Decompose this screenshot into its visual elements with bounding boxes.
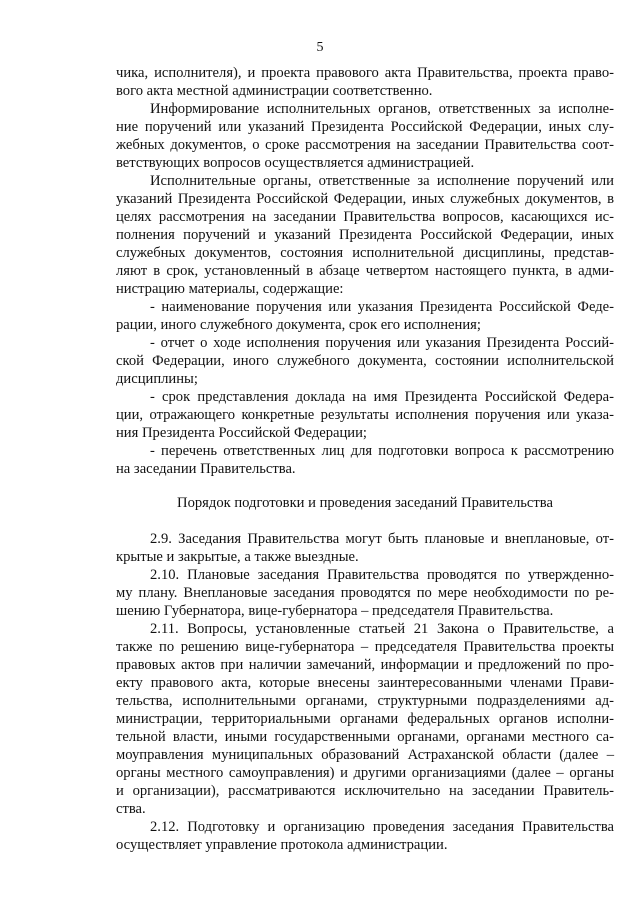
text-line: ния Президента Российской Федерации; [116, 425, 367, 441]
text-line: на заседании Правительства. [116, 461, 296, 477]
text-line: 2.11. Вопросы, установленные статьей 21 Закона о Правительстве, а [150, 621, 614, 637]
paragraph [116, 334, 614, 388]
text-line: му плану. Внеплановые заседания проводятся по мере необходимости по ре- [116, 585, 614, 601]
text-line: также по решению вице-губернатора – председателя Правительства проекты [116, 639, 614, 655]
text-line: ние поручений или указаний Президента Российской Федерации, иных слу- [116, 119, 614, 135]
text-line: 2.9. Заседания Правительства могут быть плановые и внеплановые, от- [150, 531, 614, 547]
text-line: дисциплины; [116, 371, 198, 387]
paragraph [116, 64, 614, 100]
text-line: Информирование исполнительных органов, ответственных за исполне- [150, 101, 614, 117]
text-line: правовых актов при наличии замечаний, информации и предложений по про- [116, 657, 614, 673]
text-line: шению Губернатора, вице-губернатора – председателя Правительства. [116, 603, 554, 619]
paragraph [116, 566, 614, 620]
text-line: нистрацию материалы, содержащие: [116, 281, 344, 297]
text-line: екту правового акта, которые внесены заинтересованными членами Прави- [116, 675, 614, 691]
paragraph [116, 620, 614, 818]
paragraph [116, 818, 614, 854]
text-line: тельства, исполнительными органами, структурными подразделениями ад- [116, 693, 614, 709]
text-line: 2.10. Плановые заседания Правительства проводятся по утвержденно- [150, 567, 614, 583]
text-line: ской Федерации, иного служебного документа, состоянии исполнительской [116, 353, 614, 369]
text-line: - наименование поручения или указания Президента Российской Феде- [150, 299, 614, 315]
paragraph [116, 530, 614, 566]
text-line: полнения поручений и указаний Президента Российской Федерации, иных [116, 227, 614, 243]
text-line: - срок представления доклада на имя Президента Российской Федера- [150, 389, 614, 405]
text-line: ции, отражающего конкретные результаты исполнения поручения или указа- [116, 407, 614, 423]
text-line: рации, иного служебного документа, срок его исполнения; [116, 317, 481, 333]
text-line: Исполнительные органы, ответственные за исполнение поручений или [150, 173, 614, 189]
text-line: осуществляет управление протокола администрации. [116, 837, 448, 853]
text-line: ства. [116, 801, 146, 817]
document-body [116, 64, 614, 854]
text-line: служебных документов, состояния исполнительной дисциплины, представ- [116, 245, 614, 261]
section-heading: Порядок подготовки и проведения заседаний Правительства [177, 495, 553, 511]
paragraph [116, 298, 614, 334]
text-line: министрации, территориальными органами федеральных органов исполни- [116, 711, 614, 727]
text-line: органы местного самоуправления) и другими организациями (далее – органы [116, 765, 614, 781]
paragraph [116, 172, 614, 298]
paragraph [116, 100, 614, 172]
text-line: ляют в срок, установленный в абзаце четвертом настоящего пункта, в адми- [116, 263, 614, 279]
text-line: и организации), рассматриваются исключительно на заседании Правитель- [116, 783, 614, 799]
text-line: жебных документов, о сроке рассмотрения на заседании Правительства соот- [116, 137, 614, 153]
text-line: вого акта местной администрации соответственно. [116, 83, 433, 99]
text-line: - отчет о ходе исполнения поручения или указания Президента Россий- [150, 335, 614, 351]
paragraph [116, 388, 614, 442]
text-line: крытые и закрытые, а также выездные. [116, 549, 359, 565]
text-line: тельной власти, иными государственными органами, органами местного са- [116, 729, 614, 745]
page-number: 5 [316, 40, 324, 55]
text-line: указаний Президента Российской Федерации, иных служебных документов, в [116, 191, 614, 207]
text-line: целях рассмотрения на заседании Правительства вопросов, касающихся ис- [116, 209, 614, 225]
text-line: 2.12. Подготовку и организацию проведения заседания Правительства [150, 819, 614, 835]
text-line: ветствующих вопросов осуществляется администрацией. [116, 155, 475, 171]
text-line: чика, исполнителя), и проекта правового акта Правительства, проекта право- [116, 65, 614, 81]
text-line: - перечень ответственных лиц для подготовки вопроса к рассмотрению [150, 443, 614, 459]
text-line: моуправления муниципальных образований Астраханской области (далее – [116, 747, 614, 763]
paragraph [116, 442, 614, 478]
